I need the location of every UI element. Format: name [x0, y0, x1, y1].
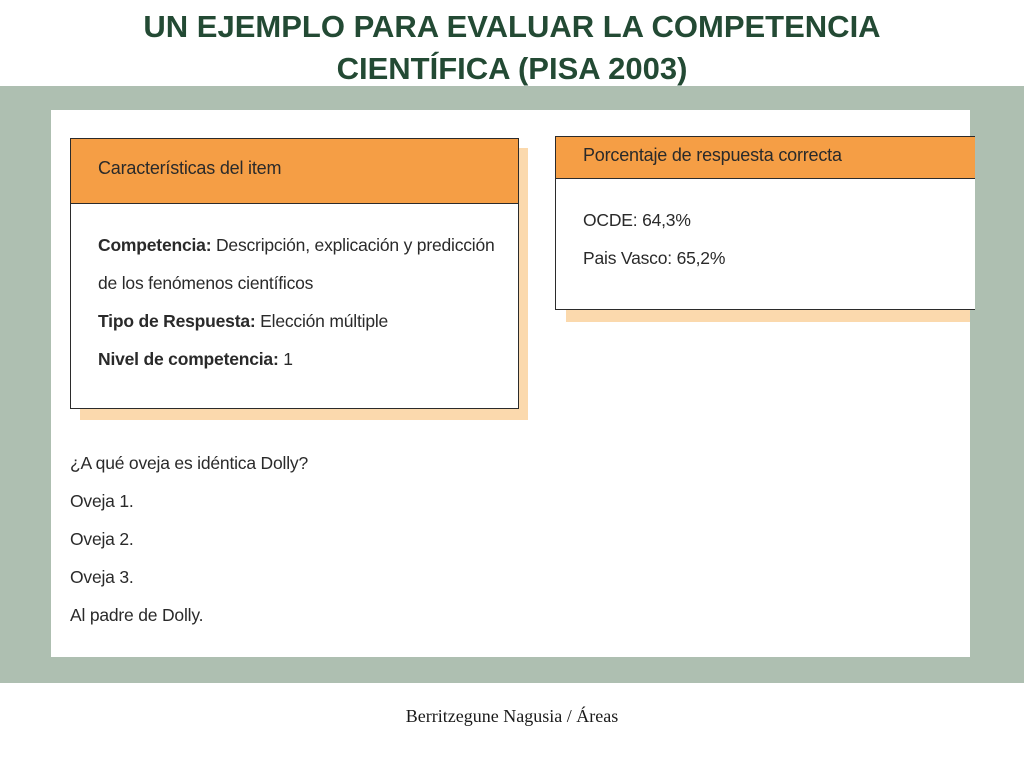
question-prompt: ¿A qué oveja es idéntica Dolly? — [70, 453, 308, 473]
nivel-value: 1 — [278, 349, 293, 369]
percent-correct-box — [555, 136, 975, 310]
slide-title — [0, 6, 1024, 90]
pais-vasco-row: Pais Vasco: 65,2% — [583, 248, 726, 268]
option-2: Oveja 2. — [70, 529, 134, 549]
item-characteristics-box — [70, 138, 519, 409]
item-box-body — [71, 204, 518, 386]
title-line-2: CIENTÍFICA (PISA 2003) — [336, 51, 688, 86]
question-block — [70, 452, 308, 642]
item-box-header: Características del item — [71, 139, 518, 204]
title-line-1: UN EJEMPLO PARA EVALUAR LA COMPETENCIA — [143, 9, 881, 44]
competencia-label: Competencia: — [98, 235, 212, 255]
ocde-row: OCDE: 64,3% — [583, 210, 691, 230]
option-3: Oveja 3. — [70, 567, 134, 587]
tipo-respuesta-row — [98, 310, 518, 348]
competencia-value: Descripción, explicación y predicción — [211, 235, 495, 255]
competencia-continuation: de los fenómenos científicos — [98, 273, 314, 293]
tipo-label: Tipo de Respuesta: — [98, 311, 256, 331]
percent-box-body — [556, 179, 975, 285]
tipo-value: Elección múltiple — [255, 311, 389, 331]
percent-box-header: Porcentaje de respuesta correcta — [556, 137, 975, 179]
competencia-row — [98, 234, 518, 272]
option-4: Al padre de Dolly. — [70, 605, 204, 625]
nivel-label: Nivel de competencia: — [98, 349, 279, 369]
option-1: Oveja 1. — [70, 491, 134, 511]
nivel-row — [98, 348, 518, 386]
footer: Berritzegune Nagusia / Áreas — [405, 706, 619, 726]
